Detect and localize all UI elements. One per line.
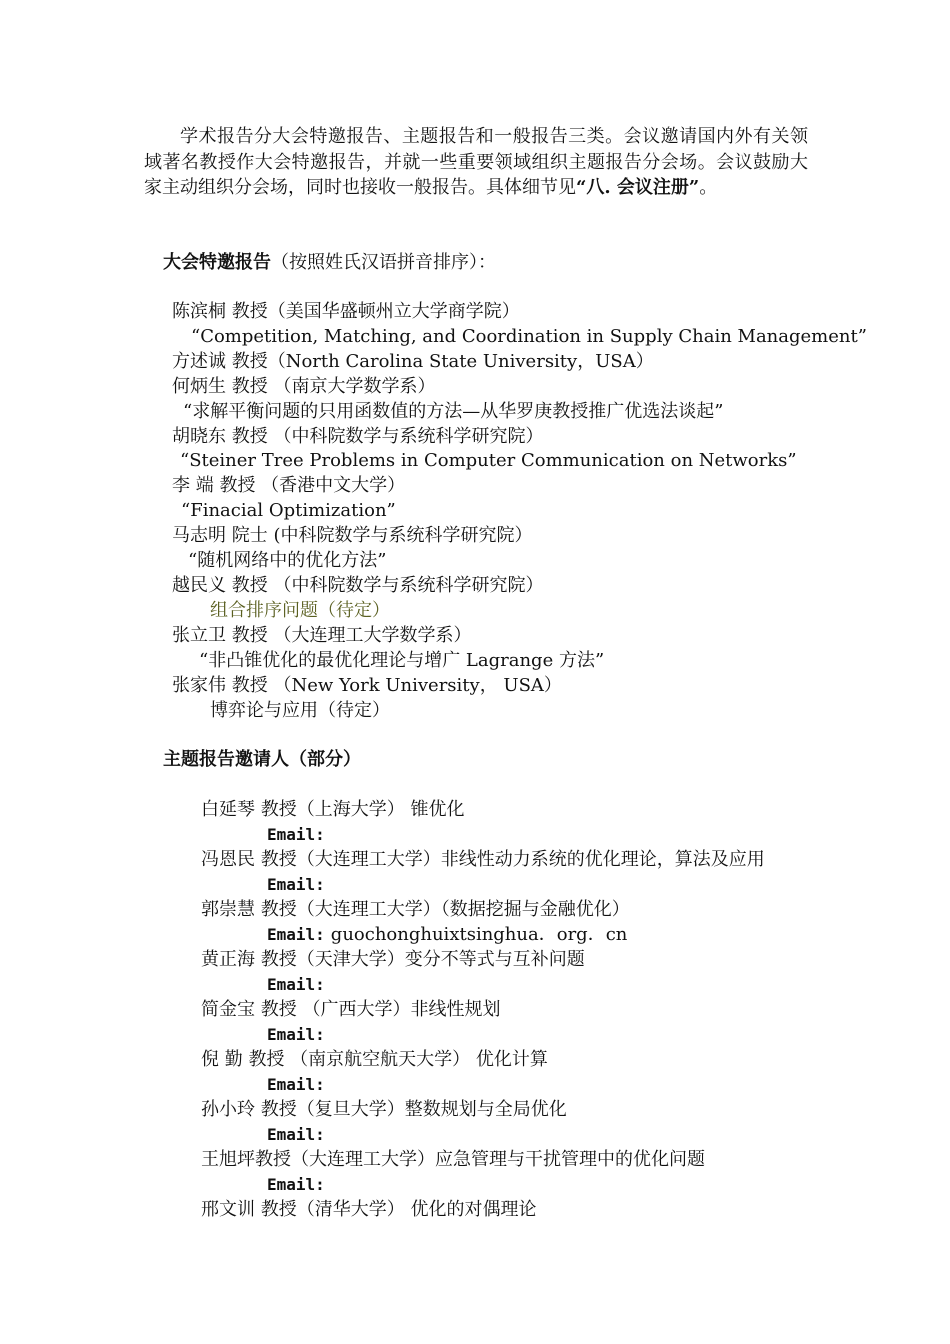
theme-entry-line: 孙小玲 教授（复旦大学）整数规划与全局优化: [201, 1099, 567, 1120]
theme-entry-line: 王旭坪教授（大连理工大学）应急管理与干扰管理中的优化问题: [201, 1149, 705, 1170]
plenary-line: 组合排序问题（待定）: [210, 600, 390, 621]
email-label: Email:: [267, 1125, 325, 1144]
intro-paragraph: [144, 124, 808, 201]
theme-entry-email: [267, 922, 627, 947]
plenary-line: 博弈论与应用（待定）: [210, 700, 390, 721]
email-label: Email:: [267, 1025, 325, 1044]
theme-entry-email: [267, 972, 325, 997]
email-label: Email:: [267, 1075, 325, 1094]
plenary-line: 陈滨桐 教授（美国华盛顿州立大学商学院）: [172, 301, 520, 322]
theme-entry-line: 简金宝 教授 （广西大学）非线性规划: [201, 999, 501, 1020]
plenary-line: 何炳生 教授 （南京大学数学系）: [172, 376, 436, 397]
plenary-line: 马志明 院士 (中科院数学与系统科学研究院）: [172, 525, 533, 546]
plenary-line: “Finacial Optimization”: [181, 500, 396, 521]
theme-heading: [163, 747, 361, 772]
theme-entry-email: [267, 1072, 325, 1097]
theme-entry-line: 倪 勤 教授 （南京航空航天大学） 优化计算: [201, 1049, 548, 1070]
plenary-line: 越民义 教授 （中科院数学与系统科学研究院）: [172, 575, 544, 596]
theme-entry-email: [267, 822, 325, 847]
registration-reference: “八. 会议注册”: [576, 177, 700, 198]
intro-end: 。: [699, 177, 718, 198]
theme-entry-line: 黄正海 教授（天津大学）变分不等式与互补问题: [201, 949, 585, 970]
email-label: Email:: [267, 825, 325, 844]
plenary-line: “随机网络中的优化方法”: [188, 550, 387, 571]
plenary-line: “求解平衡问题的只用函数值的方法—从华罗庚教授推广优选法谈起”: [183, 401, 724, 422]
plenary-line: 张家伟 教授 （New York University， USA）: [172, 675, 562, 696]
plenary-line: 李 端 教授 （香港中文大学）: [172, 475, 406, 496]
email-label: Email:: [267, 1175, 325, 1194]
email-label: Email:: [267, 975, 325, 994]
theme-entry-email: [267, 1122, 325, 1147]
plenary-line: 张立卫 教授 （大连理工大学数学系）: [172, 625, 472, 646]
theme-entry-line: 冯恩民 教授（大连理工大学）非线性动力系统的优化理论，算法及应用: [201, 849, 765, 870]
theme-entry-email: [267, 872, 325, 897]
theme-entry-line: 邢文训 教授（清华大学） 优化的对偶理论: [201, 1199, 537, 1220]
plenary-line: 方述诚 教授（North Carolina State University，USA）: [172, 351, 654, 372]
intro-text: 学术报告分大会特邀报告、主题报告和一般报告三类。会议邀请国内外有关领域著名教授作大会特邀报告，并就一些重要领域组织主题报告分会场。会议鼓励大家主动组织分会场，同时也接收一般报告。具体细节见: [144, 126, 808, 198]
email-label: Email:: [267, 875, 325, 894]
email-label: Email:: [267, 925, 325, 944]
email-address: guochonghuixtsinghua．org．cn: [330, 924, 628, 945]
plenary-heading: [163, 250, 496, 275]
plenary-note: （按照姓氏汉语拼音排序）：: [271, 252, 496, 273]
theme-entry-line: 白延琴 教授（上海大学） 锥优化: [201, 799, 465, 820]
plenary-line: “Competition, Matching, and Coordination in Supply Chain Management”: [191, 326, 867, 347]
theme-entry-email: [267, 1022, 325, 1047]
theme-entry-line: 郭崇慧 教授（大连理工大学）（数据挖掘与金融优化）: [201, 899, 630, 920]
theme-entry-email: [267, 1172, 325, 1197]
plenary-line: “Steiner Tree Problems in Computer Communication on Networks”: [180, 450, 797, 471]
plenary-line: “非凸锥优化的最优化理论与增广 Lagrange 方法”: [199, 650, 605, 671]
plenary-title: 大会特邀报告: [163, 252, 271, 273]
plenary-line: 胡晓东 教授 （中科院数学与系统科学研究院）: [172, 426, 544, 447]
theme-title: 主题报告邀请人（部分）: [163, 749, 361, 770]
